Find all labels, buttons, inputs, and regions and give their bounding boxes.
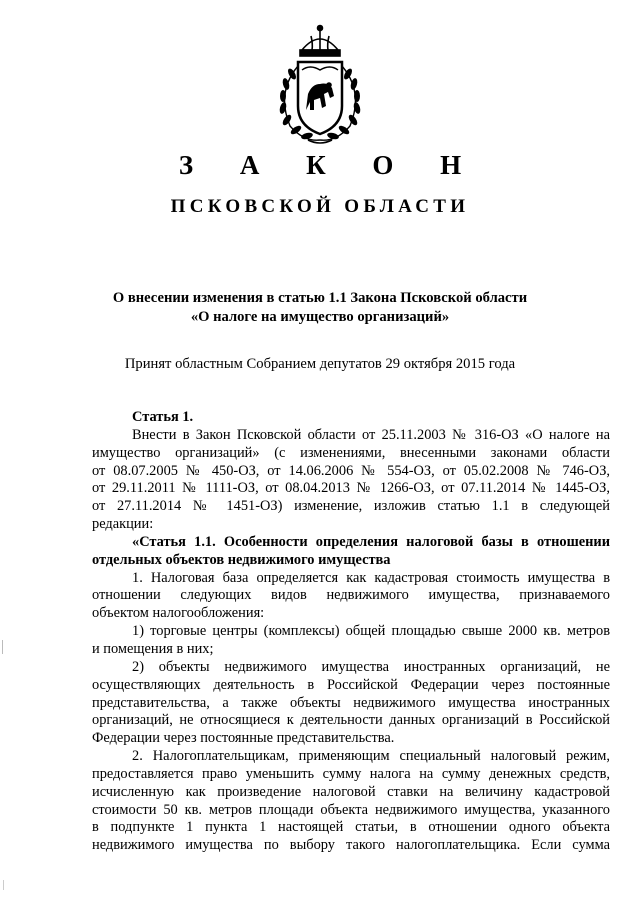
body-text-line: предоставляется право уменьшить сумму налога на сумму денежных средств, (92, 765, 610, 782)
body-text-line: Внести в Закон Псковской области от 25.11.2003 № 316-ОЗ «О налоге на (132, 426, 610, 443)
body-text-line: организаций, не относящиеся к деятельности данных организаций в Российской (92, 712, 610, 729)
body-text-line: стоимости 50 кв. метров площади объекта недвижимого имущества, указанного (92, 801, 610, 818)
body-text-line: исчисленную как произведение налоговой ставки на величину кадастровой (92, 783, 610, 800)
body-text-line: представительства, а также объекты недвижимого имущества иностранных (92, 694, 610, 711)
law-subject-line: «О налоге на имущество организаций» (190, 309, 450, 325)
document-title: З А К О Н (178, 150, 482, 180)
body-text-line: от 29.11.2011 № 1111-ОЗ, от 08.04.2013 № 1266-ОЗ, от 07.11.2014 № 1445-ОЗ, (92, 480, 610, 497)
coat-of-arms-emblem (268, 22, 372, 150)
article-heading-line: «Статья 1.1. Особенности определения налоговой базы в отношении (132, 533, 610, 550)
body-text-line: в подпункте 1 пункта 1 настоящей статьи, в отношении одного объекта (92, 819, 610, 836)
body-text-line: 1. Налоговая база определяется как кадастровая стоимость имущества в (132, 569, 610, 586)
scan-edge-mark (3, 880, 4, 890)
body-text-line: 2) объекты недвижимого имущества иностранных организаций, не (132, 658, 610, 675)
body-text-line: от 08.07.2005 № 450-ОЗ, от 14.06.2006 № 554-ОЗ, от 05.02.2008 № 746-ОЗ, (92, 462, 610, 479)
law-subject (0, 289, 640, 327)
scan-edge-mark (2, 640, 3, 654)
body-text-line: от 27.11.2014 № 1451-ОЗ) изменение, изложив статью 1.1 в следующей (92, 498, 610, 515)
article-heading-line: отдельных объектов недвижимого имущества (92, 551, 391, 568)
body-text-line: Федерации через постоянные представительства. (92, 730, 395, 747)
body-text-line: имущество организаций» (с изменениями, внесенными законами области (92, 444, 610, 461)
article-heading-line: Статья 1. (132, 409, 194, 425)
body-text-line: объектом налогообложения: (92, 605, 265, 622)
body-text-line: 1) торговые центры (комплексы) общей площадью свыше 2000 кв. метров (132, 623, 610, 640)
body-text-line: недвижимого имущества по выбору такого налогоплательщика. Если сумма (92, 837, 610, 854)
body-text-line: осуществляющих деятельность в Российской Федерации через постоянные (92, 676, 610, 693)
region-title: ПСКОВСКОЙ ОБЛАСТИ (170, 196, 470, 217)
body-text-line: отношении следующих видов недвижимого имущества, признаваемого (92, 587, 610, 604)
adoption-note: Принят областным Собранием депутатов 29 октября 2015 года (124, 356, 516, 372)
body-text-line: 2. Налогоплательщикам, применяющим специальный налоговый режим, (132, 748, 610, 765)
document-body (92, 409, 610, 855)
body-text-line: редакции: (92, 516, 154, 533)
body-text-line: и помещения в них; (92, 640, 214, 657)
law-subject-line: О внесении изменения в статью 1.1 Закона Псковской области (112, 290, 528, 306)
